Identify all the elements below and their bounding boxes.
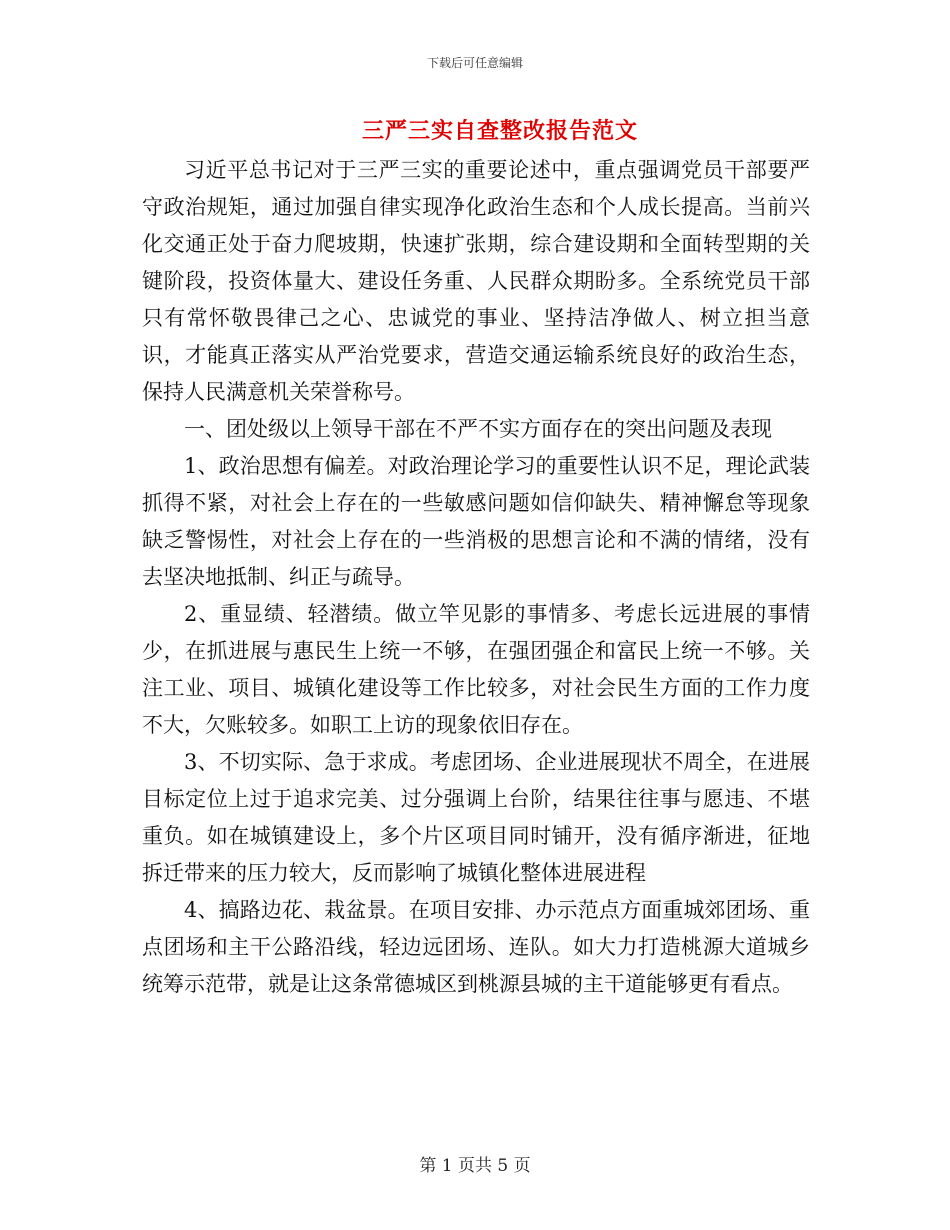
section-heading: 一、团处级以上领导干部在不严不实方面存在的突出问题及表现 <box>184 417 772 441</box>
paragraph-item-4: 4、搞路边花、栽盆景。在项目安排、办示范点方面重城郊团场、重点团场和主干公路沿线，轻边远团场、连队。如大力打造桃源大道城乡统筹示范带，就是让这条常德城区到桃源县城的主干道能够更有看点。 <box>142 898 810 996</box>
paragraph-intro: 习近平总书记对于三严三实的重要论述中，重点强调党员干部要严守政治规矩，通过加强自律实现净化政治生态和个人成长提高。当前兴化交通正处于奋力爬坡期，快速扩张期，综合建设期和全面转型期的关键阶段，投资体量大、建设任务重、人民群众期盼多。全系统党员干部只有常怀敬畏律己之心、忠诚党的事业、坚持洁净做人、树立担当意识，才能真正落实从严治党要求，营造交通运输系统良好的政治生态，保持人民满意机关荣誉称号。 <box>142 158 810 404</box>
header-note: 下载后可任意编辑 <box>426 56 523 70</box>
paragraph-item-1: 1、政治思想有偏差。对政治理论学习的重要性认识不足，理论武装抓得不紧，对社会上存在的一些敏感问题如信仰缺失、精神懈怠等现象缺乏警惕性，对社会上存在的一些消极的思想言论和不满的情绪，没有去坚决地抵制、纠正与疏导。 <box>142 454 810 589</box>
document-title: 三严三实自查整改报告范文 <box>361 118 638 144</box>
page-number-footer: 第 1 页共 5 页 <box>419 1156 531 1176</box>
paragraph-item-2: 2、重显绩、轻潜绩。做立竿见影的事情多、考虑长远进展的事情少，在抓进展与惠民生上统一不够，在强团强企和富民上统一不够。关注工业、项目、城镇化建设等工作比较多，对社会民生方面的工作力度不大，欠账较多。如职工上访的现象依旧存在。 <box>142 602 810 737</box>
paragraph-item-3: 3、不切实际、急于求成。考虑团场、企业进展现状不周全，在进展目标定位上过于追求完美、过分强调上台阶，结果往往事与愿违、不堪重负。如在城镇建设上，多个片区项目同时铺开，没有循序渐进，征地拆迁带来的压力较大，反而影响了城镇化整体进展进程 <box>142 750 810 885</box>
document-body <box>142 152 810 1003</box>
